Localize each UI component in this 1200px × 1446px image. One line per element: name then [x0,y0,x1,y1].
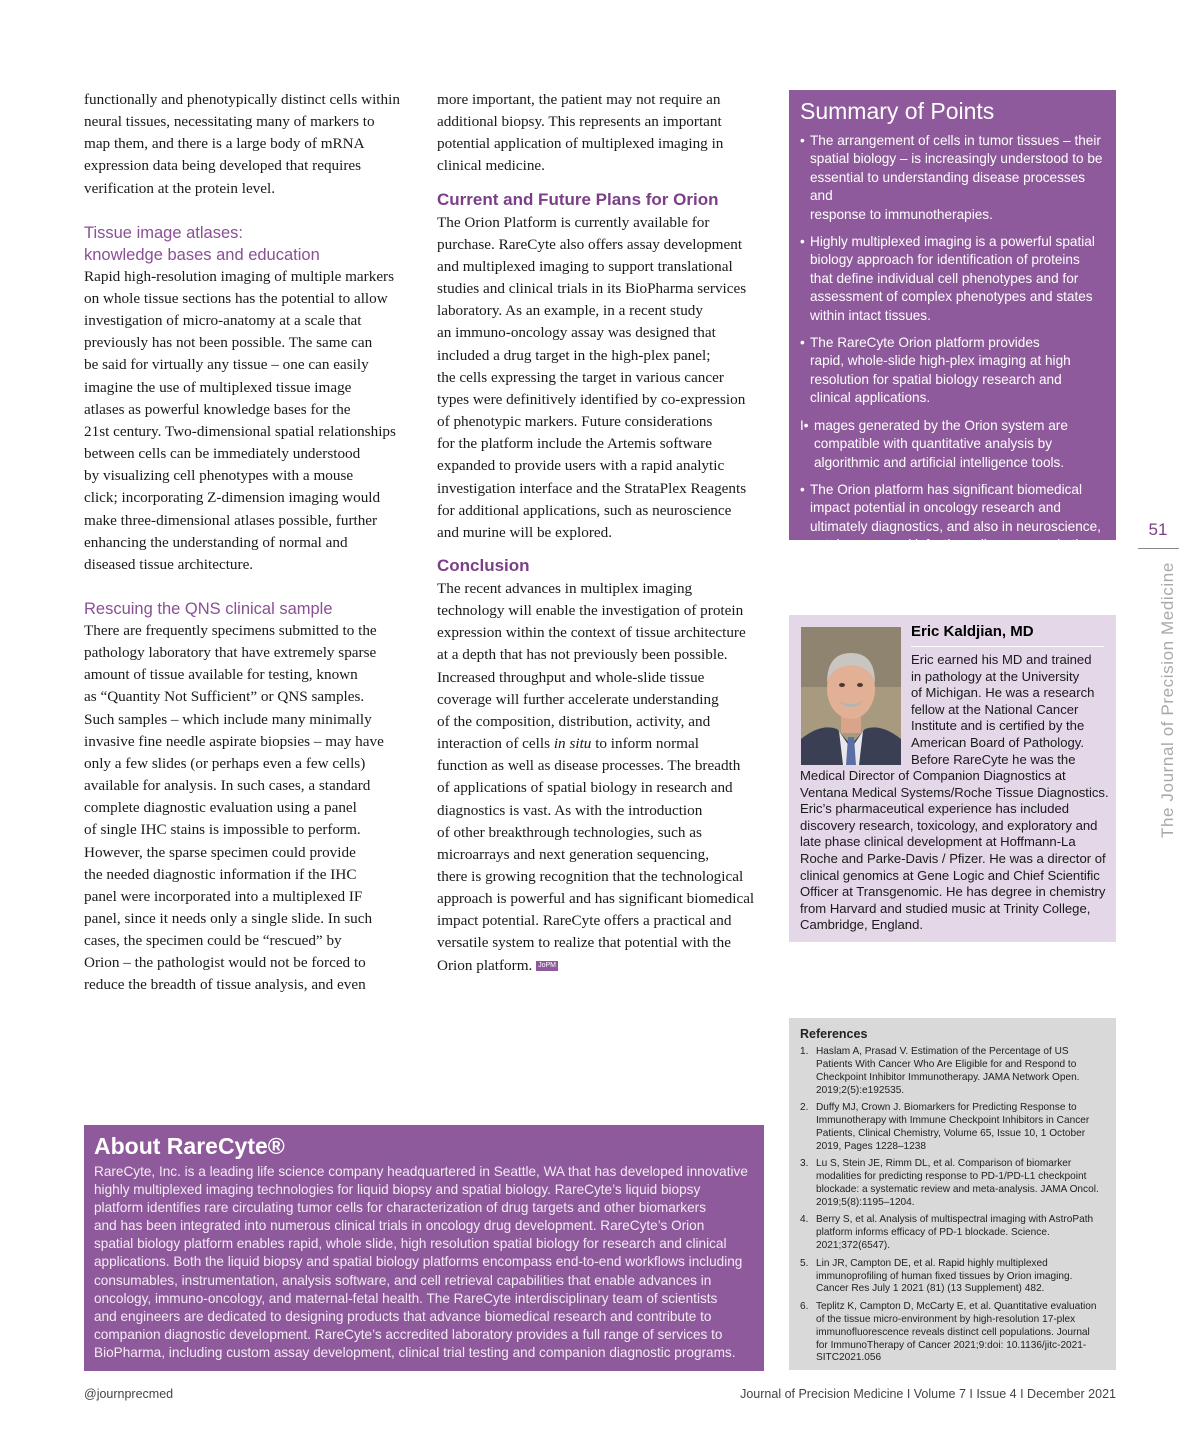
text-line: Increased throughput and whole-slide tissue [437,668,705,686]
text-line: diseased tissue architecture. [84,555,254,573]
text-line: potential application of multiplexed imaging in [437,135,724,153]
reference-text: Lu S, Stein JE, Rimm DL, et al. Comparison of biomarker modalities for predicting response to PD-1/PD-L1 checkpoint blockade: a systematic review and meta-analysis. JAMA Oncol. 2019;5(8):1195–1204. [816,1158,1099,1208]
bullet-icon: I• [800,417,809,433]
text-line: The recent advances in multiplex imaging [437,579,693,597]
section-heading-qns: Rescuing the QNS clinical sample [84,599,333,618]
text-line: imagine the use of multiplexed tissue image [84,378,352,396]
text-line: by visualizing cell phenotypes with a mouse [84,467,354,485]
text-line: map them, and there is a large body of mRNA [84,135,365,153]
reference-number: 3. [800,1158,809,1170]
text-line: an immuno-oncology assay was designed that [437,324,716,342]
text-line: panel, since it needs only a single slide. In such [84,910,373,927]
text-line: complete diagnostic evaluation using a panel [84,799,357,817]
summary-point [800,132,1106,224]
text-line: Rapid high-resolution imaging of multiple markers [84,267,395,285]
reference-number: 2. [800,1102,809,1114]
insitu-post: to inform normal [591,735,699,753]
text-line: only a few slides (or perhaps even a few cells) [84,754,366,772]
text-line: included a drug target in the high-plex panel; [437,346,711,364]
section-heading-plans: Current and Future Plans for Orion [437,189,719,209]
text-line: make three-dimensional atlases possible, further [84,511,378,529]
text-line: the needed diagnostic information if the IHC [84,865,357,883]
text-line: of applications of spatial biology in research and [437,779,733,797]
reference-number: 5. [800,1257,809,1269]
text-line: investigation of micro-anatomy at a scale that [84,312,362,330]
references-box [789,1018,1116,1370]
divider [911,646,1104,647]
text-line: However, the sparse specimen could provide [84,843,356,861]
text-line: coverage will further accelerate understanding [437,690,719,708]
text-line: invasive fine needle aspirate biopsies – may have [84,732,384,750]
text-line: and murine will be explored. [437,523,613,541]
reference-text: Duffy MJ, Crown J. Biomarkers for Predicting Response to Immunotherapy with Immune Checkpoint Inhibitors in Cancer Patients, Clinical Chemistry, Volume 65, Issue 10, 1 October 2019, Pages 1228–1238 [816,1102,1090,1152]
bullet-icon: • [800,234,805,250]
text-line: of other breakthrough technologies, such as [437,823,702,841]
text-line: expanded to provide users with a rapid analytic [437,457,725,475]
summary-point [800,233,1106,325]
about-body: RareCyte, Inc. is a leading life science company headquartered in Seattle, WA that has developed innovative highly multiplexed imaging technologies for liquid biopsy and spatial biology. RareCyte’s liquid biopsy platform identifies rare circulating tumor cells for characterization of drug targets and other biomarkers and has been integrated into numerous clinical trials in oncology drug development. RareCyte’s Orion spatial biology platform enables rapid, whole slide, high resolution spatial biology for research and clinical applications. Both the liquid biopsy and spatial biology platforms encompass end-to-end workflows including consumables, instrumentation, analysis software, and cell retrieval capabilities that enable advances in oncology, immuno-oncology, and maternal-fetal health. The RareCyte interdisciplinary team of scientists and engineers are dedicated to designing products that advance biomedical research and contribute to companion diagnostic development. RareCyte’s accredited laboratory provides a full range of services to BioPharma, including custom assay development, clinical trial testing and companion diagnostic programs. [94,1164,748,1360]
reference-item [800,1214,1106,1253]
text-line: at a depth that has not previously been possible. [437,646,728,664]
summary-point-text: mages generated by the Orion system are compatible with quantitative analysis by algorithmic and artificial intelligence tools. [814,417,1068,470]
summary-point [800,334,1106,408]
summary-title: Summary of Points [800,98,995,124]
text-line: cases, the specimen could be “rescued” by [84,932,342,950]
text-line: pathology laboratory that have extremely sparse [84,644,377,662]
reference-number: 6. [800,1300,809,1312]
conclusion-paragraph [437,578,754,977]
plans-paragraph [437,212,754,544]
text-line: the cells expressing the target in various cancer [437,368,724,386]
section-heading-atlas-1: Tissue image atlases: [84,223,243,242]
text-line: function as well as disease processes. The breadth [437,757,741,775]
end-of-article-badge: JoPM [538,962,557,970]
reference-item [800,1046,1106,1098]
about-title: About RareCyte® [94,1133,285,1159]
text-line: available for analysis. In such cases, a standard [84,777,371,795]
section-heading-conclusion: Conclusion [437,555,530,575]
reference-text: Lin JR, Campton DE, et al. Rapid highly multiplexed immunoprofiling of human fixed tissues by Orion imaging. Cancer Res July 1 2021 (81) (13 Supplement) 482. [816,1257,1073,1295]
text-line: impact potential. RareCyte offers a practical and [437,912,732,930]
text-line-insitu [437,733,754,755]
article-column-1 [84,89,400,997]
reference-item [800,1301,1106,1366]
text-line: Orion – the pathologist would not be forced to [84,954,366,972]
author-bio-side-text: Eric earned his MD and trained in pathology at the University of Michigan. He was a research fellow at the National Cancer Institute and is certified by the American Board of Pathology. Before RareCyte he was the [911,652,1095,767]
text-line: types were definitively identified by co-expression [437,390,746,408]
section-heading-atlas-2: knowledge bases and education [84,245,320,264]
text-line: expression within the context of tissue architecture [437,624,746,642]
footer-handle: @journprecmed [84,1387,174,1401]
text-line: enhancing the understanding of normal and [84,533,348,551]
qns-paragraph [84,620,400,997]
text-line: of single IHC stains is impossible to perform. [84,821,361,839]
text-line: panel were incorporated into a multiplexed IF [84,887,363,905]
text-line: there is growing recognition that the technological [437,868,744,885]
text-line: on whole tissue sections has the potential to allow [84,289,388,307]
text-line: investigation interface and the StrataPlex Reagents [437,479,747,497]
text-line: 21st century. Two-dimensional spatial relationships [84,422,396,440]
text-line: laboratory. As an example, in a recent study [437,302,703,320]
text-line: functionally and phenotypically distinct cells within [84,91,400,108]
text-line: studies and clinical trials in its BioPharma services [437,280,747,298]
text-line: more important, the patient may not require an [437,91,721,108]
journal-name-vertical: The Journal of Precision Medicine [1158,562,1177,838]
col1-intro [84,89,400,200]
atlas-paragraph [84,266,400,576]
summary-point-text: The arrangement of cells in tumor tissues – their spatial biology – is increasingly understood to be essential to understanding disease processes and response to immunotherapies. [810,133,1103,222]
text-line: expression data being developed that requires [84,157,362,175]
author-bio-main-text: Medical Director of Companion Diagnostics at Ventana Medical Systems/Roche Tissue Diagnostics. Eric’s pharmaceutical experience has included discovery research, toxicology, and exploratory and late phase clinical development at Hoffmann-La Roche and Parke-Davis / Pfizer. He was a director of clinical genomics at Gene Logic and Chief Scientific Officer at Transgenomic. He has degree in chemistry from Harvard and studied music at Trinity College, Cambridge, England. [800,768,1109,933]
text-line: click; incorporating Z-dimension imaging would [84,489,381,507]
text-line: for additional applications, such as neuroscience [437,501,732,519]
summary-point [800,417,1106,472]
col2-intro [437,89,754,178]
text-line: The Orion Platform is currently available for [437,213,710,231]
summary-point-text: The RareCyte Orion platform provides rapid, whole-slide high-plex imaging at high resolution for spatial biology research and clinical applications. [810,335,1071,406]
summary-box [789,90,1116,553]
divider [1138,548,1179,549]
text-line: verification at the protein level. [84,179,276,197]
insitu-italic: in situ [553,735,592,753]
insitu-pre: interaction of cells [437,735,554,753]
author-name: Eric Kaldjian, MD [911,623,1034,640]
summary-point [800,481,1106,555]
reference-item [800,1258,1106,1297]
text-line: previously has not been possible. The same can [84,334,373,352]
text-line: between cells can be immediately understood [84,445,361,463]
summary-point-text: The Orion platform has significant biomedical impact potential in oncology research and ultimately diagnostics, and also in neuroscience, autoimmune and infectious diseases, and others. [810,481,1106,553]
reference-text: Haslam A, Prasad V. Estimation of the Percentage of US Patients With Cancer Who Are Eligible for and Respond to Checkpoint Inhibitor Immunotherapy. JAMA Network Open. 2019;2(5):e192535. [816,1046,1080,1096]
text-line: amount of tissue available for testing, known [84,666,358,684]
reference-number: 4. [800,1214,809,1226]
text-line: atlases as powerful knowledge bases for the [84,400,351,418]
about-rarecyte-box [84,1125,764,1371]
reference-item [800,1102,1106,1154]
page-number: 51 [1148,520,1168,539]
author-photo [801,627,901,765]
text-line: microarrays and next generation sequencing, [437,845,710,863]
text-line: neural tissues, necessitating many of markers to [84,113,375,131]
text-line: reduce the breadth of tissue analysis, and even [84,976,366,994]
bullet-icon: • [800,335,805,351]
text-line: versatile system to realize that potential with the [437,934,731,952]
text-line: of the composition, distribution, activity, and [437,712,711,730]
references-title: References [800,1027,868,1041]
reference-text: Teplitz K, Campton D, McCarty E, et al. Quantitative evaluation of the tissue micro-environment by high-resolution 17-plex immunofluorescence reveals distinct cell populations. Journal for ImmunoTherapy of Cancer 2021;9:doi: 10.1136/jitc-2021- SITC2021.056 [816,1300,1097,1364]
text-line: clinical medicine. [437,157,545,175]
bullet-icon: • [800,481,805,497]
reference-number: 1. [800,1046,809,1057]
text-line: be said for virtually any tissue – one can easily [84,356,369,374]
text-line: Such samples – which include many minimally [84,710,372,728]
reference-item [800,1158,1106,1210]
summary-point-text: Highly multiplexed imaging is a powerful spatial biology approach for identification of proteins that define individual cell phenotypes and for assessment of complex phenotypes and states within intact tissues. [810,234,1095,323]
text-line: for the platform include the Artemis software [437,435,712,453]
text-line: purchase. RareCyte also offers assay development [437,235,743,253]
footer-citation: Journal of Precision Medicine I Volume 7 I Issue 4 I December 2021 [740,1387,1116,1401]
reference-text: Berry S, et al. Analysis of multispectral imaging with AstroPath platform informs efficacy of PD-1 blockade. Science. 2021;372(6547). [816,1214,1094,1252]
text-line: as “Quantity Not Sufficient” or QNS samples. [84,688,365,706]
text-line: of phenotypic markers. Future considerations [437,413,713,431]
final-text: Orion platform. [437,956,533,974]
article-column-2 [437,89,754,977]
text-line: additional biopsy. This represents an important [437,113,722,131]
text-line-final [437,955,754,977]
text-line: and multiplexed imaging to support translational [437,257,733,275]
text-line: approach is powerful and has significant biomedical [437,890,755,908]
text-line: technology will enable the investigation of protein [437,602,744,620]
text-line: diagnostics is vast. As with the introduction [437,801,703,819]
bullet-icon: • [800,133,805,148]
text-line: There are frequently specimens submitted to the [84,621,377,639]
